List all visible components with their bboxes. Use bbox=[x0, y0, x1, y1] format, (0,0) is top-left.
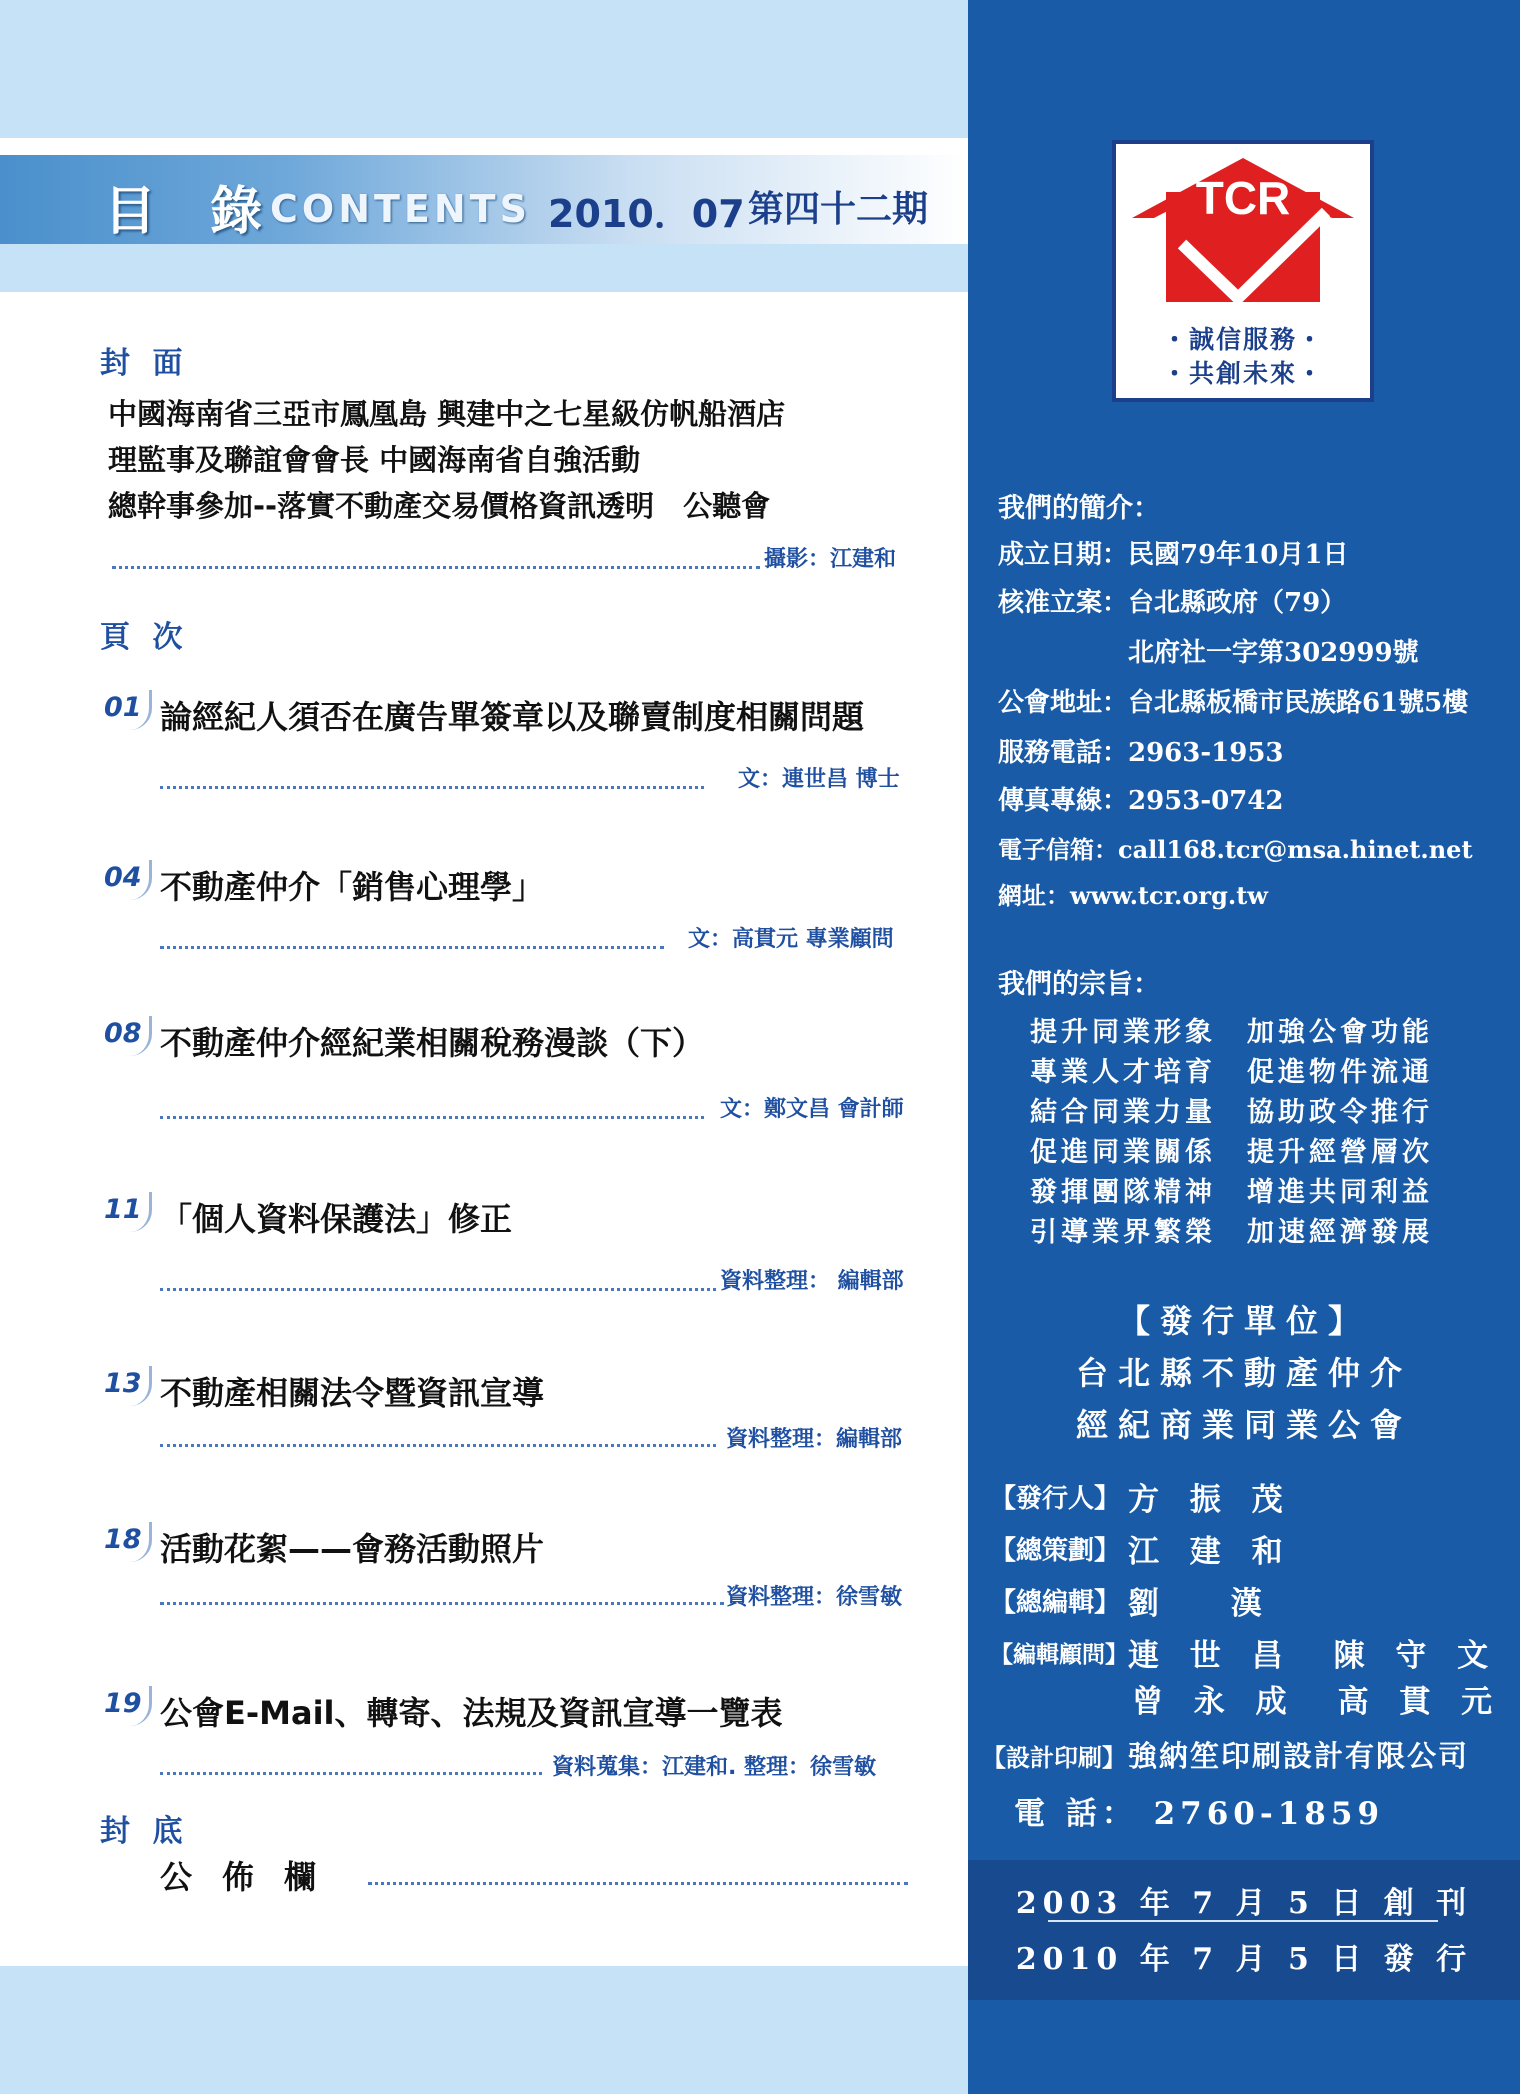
logo-brand: TCR bbox=[1195, 172, 1291, 224]
entry-page-number: 18 bbox=[104, 1522, 152, 1562]
dotted-leader bbox=[160, 1288, 716, 1291]
about-line: 傳真專線：2953-0742 bbox=[998, 786, 1284, 816]
about-email[interactable]: 電子信箱：call168.tcr@msa.hinet.net bbox=[998, 835, 1473, 864]
issue-date: 2010．07 bbox=[548, 192, 745, 236]
dotted-leader bbox=[160, 1602, 724, 1605]
published-date: 2010 年 7 月 5 日 發 行 bbox=[1015, 1942, 1473, 1977]
dotted-leader bbox=[160, 1444, 716, 1447]
dotted-leader bbox=[160, 946, 664, 949]
logo-slogan-1: ・誠信服務・ bbox=[1161, 325, 1324, 354]
purpose-line: 結合同業力量 協助政令推行 bbox=[1030, 1097, 1433, 1128]
entry-title[interactable]: 論經紀人須否在廣告單簽章以及聯賣制度相關問題 bbox=[160, 698, 865, 736]
entry-page-number: 04 bbox=[104, 860, 152, 900]
entry-credit: 資料蒐集：江建和. 整理：徐雪敏 bbox=[552, 1755, 877, 1780]
purpose-line: 發揮團隊精神 增進共同利益 bbox=[1030, 1177, 1433, 1208]
staff-name: 連 世 昌 陳 守 文 bbox=[1128, 1638, 1499, 1674]
publisher-name-2: 經紀商業同業公會 bbox=[1075, 1406, 1412, 1444]
entry-title[interactable]: 公會E-Mail、轉寄、法規及資訊宣導一覽表 bbox=[160, 1694, 783, 1732]
about-line: 公會地址：台北縣板橋市民族路61號5樓 bbox=[998, 688, 1469, 718]
entry-credit: 文：鄭文昌 會計師 bbox=[720, 1097, 904, 1122]
dotted-leader bbox=[112, 566, 760, 569]
purpose-line: 提升同業形象 加強公會功能 bbox=[1030, 1017, 1433, 1048]
entry-title[interactable]: 「個人資料保護法」修正 bbox=[160, 1200, 513, 1238]
staff-name: 方 振 茂 bbox=[1128, 1482, 1293, 1518]
entry-page-number: 13 bbox=[104, 1366, 152, 1406]
purpose-line: 專業人才培育 促進物件流通 bbox=[1030, 1057, 1433, 1088]
entry-title[interactable]: 活動花絮——會務活動照片 bbox=[160, 1530, 545, 1568]
back-cover-item[interactable]: 公佈欄 bbox=[160, 1858, 347, 1896]
entry-title[interactable]: 不動產仲介經紀業相關稅務漫談（下） bbox=[160, 1024, 705, 1062]
staff-name: 江 建 和 bbox=[1128, 1534, 1293, 1570]
title-bar bbox=[0, 155, 968, 245]
about-line: 服務電話：2963-1953 bbox=[998, 738, 1284, 768]
about-website[interactable]: 網址：www.tcr.org.tw bbox=[998, 881, 1268, 910]
about-line: 成立日期：民國79年10月1日 bbox=[998, 540, 1349, 570]
about-heading: 我們的簡介： bbox=[998, 493, 1160, 524]
entry-page-number: 08 bbox=[104, 1016, 152, 1056]
purpose-line: 促進同業關係 提升經營層次 bbox=[1030, 1137, 1433, 1168]
contact-phone: 電 話： 2760-1859 bbox=[1014, 1796, 1385, 1832]
cover-label: 封 面 bbox=[100, 346, 189, 381]
entry-credit: 文：連世昌 博士 bbox=[738, 767, 900, 792]
entry-page-number: 01 bbox=[104, 690, 152, 730]
page-title: 目 錄 bbox=[104, 182, 281, 242]
publisher-heading: 【發行單位】 bbox=[1117, 1302, 1370, 1340]
bottom-band bbox=[0, 1966, 968, 2094]
entry-credit: 資料整理：編輯部 bbox=[726, 1427, 903, 1452]
cover-line-2: 理監事及聯誼會會長 中國海南省自強活動 bbox=[108, 443, 641, 477]
purpose-heading: 我們的宗旨： bbox=[998, 969, 1160, 1000]
publisher-name-1: 台北縣不動產仲介 bbox=[1075, 1354, 1412, 1392]
entry-credit: 文：高貫元 專業顧問 bbox=[688, 927, 894, 952]
pages-label: 頁 次 bbox=[100, 620, 189, 655]
entry-title[interactable]: 不動產相關法令暨資訊宣導 bbox=[160, 1374, 545, 1412]
cover-line-3: 總幹事參加--落實不動產交易價格資訊透明 公聽會 bbox=[108, 489, 771, 523]
entry-credit: 資料整理：徐雪敏 bbox=[726, 1585, 903, 1610]
staff-name: 強納笙印刷設計有限公司 bbox=[1128, 1739, 1470, 1773]
staff-role: 【總策劃】 bbox=[990, 1536, 1121, 1566]
logo-slogan-2: ・共創未來・ bbox=[1161, 359, 1324, 388]
tcr-logo bbox=[1112, 140, 1374, 402]
staff-name: 劉 漢 bbox=[1128, 1586, 1272, 1622]
purpose-line: 引導業界繁榮 加速經濟發展 bbox=[1030, 1217, 1433, 1248]
cover-line-1: 中國海南省三亞市鳳凰島 興建中之七星級仿帆船酒店 bbox=[108, 397, 786, 431]
founded-date: 2003 年 7 月 5 日 創 刊 bbox=[1015, 1886, 1473, 1921]
staff-role: 【編輯顧問】 bbox=[990, 1641, 1128, 1668]
staff-name: 曾 永 成 高 貫 元 bbox=[1132, 1684, 1503, 1720]
about-line: 核准立案：台北縣政府（79） bbox=[998, 588, 1347, 618]
staff-role: 【總編輯】 bbox=[990, 1588, 1121, 1618]
staff-role: 【發行人】 bbox=[990, 1484, 1121, 1514]
tcr-house-icon bbox=[1126, 152, 1360, 312]
dotted-leader bbox=[368, 1882, 908, 1885]
mid-band bbox=[0, 244, 968, 292]
info-panel bbox=[968, 0, 1520, 2094]
top-band bbox=[0, 0, 968, 138]
entry-credit: 資料整理： 編輯部 bbox=[720, 1269, 904, 1294]
dotted-leader bbox=[160, 786, 704, 789]
page-title-en: CONTENTS bbox=[270, 187, 531, 231]
staff-role: 【設計印刷】 bbox=[982, 1743, 1126, 1772]
entry-page-number: 19 bbox=[104, 1686, 152, 1726]
cover-credit: 攝影：江建和 bbox=[764, 547, 897, 572]
dotted-leader bbox=[160, 1116, 704, 1119]
back-cover-label: 封 底 bbox=[100, 1814, 189, 1849]
entry-page-number: 11 bbox=[104, 1192, 152, 1232]
date-divider bbox=[1048, 1920, 1438, 1922]
about-line: 北府社一字第302999號 bbox=[998, 638, 1419, 668]
entry-title[interactable]: 不動產仲介「銷售心理學」 bbox=[160, 868, 545, 906]
dotted-leader bbox=[160, 1772, 542, 1775]
issue-number: 第四十二期 bbox=[748, 189, 929, 230]
